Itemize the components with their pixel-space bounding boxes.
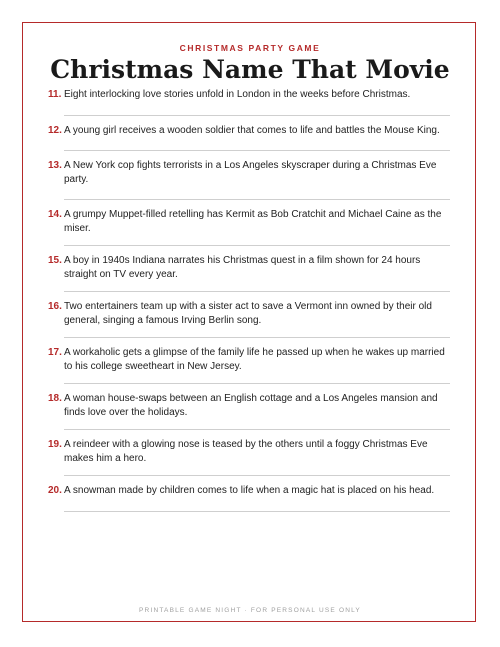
question-clue: A boy in 1940s Indiana narrates his Christmas quest in a film shown for 24 hours straight on TV every year.: [64, 255, 421, 280]
question-number: 14.: [48, 209, 62, 220]
question-item: [48, 392, 450, 430]
answer-line: [64, 511, 450, 512]
question-number: 16.: [48, 301, 62, 312]
answer-line: [64, 115, 450, 116]
answer-line: [64, 150, 450, 151]
question-text: [48, 124, 450, 138]
question-item: [48, 159, 450, 200]
question-text: [48, 208, 450, 235]
answer-line: [64, 475, 450, 476]
question-clue: A snowman made by children comes to life when a magic hat is placed on his head.: [64, 485, 435, 496]
answer-line: [64, 429, 450, 430]
question-item: [48, 88, 450, 116]
question-clue: A New York cop fights terrorists in a Los Angeles skyscraper during a Christmas Eve party.: [64, 160, 437, 185]
question-number: 18.: [48, 393, 62, 404]
question-clue: A workaholic gets a glimpse of the family life he passed up when he wakes up married to his college sweetheart in New Jersey.: [64, 347, 445, 372]
question-number: 15.: [48, 255, 62, 266]
question-item: [48, 346, 450, 384]
question-clue: A woman house-swaps between an English cottage and a Los Angeles mansion and finds love over the holidays.: [64, 393, 438, 418]
question-item: [48, 438, 450, 476]
question-text: [48, 438, 450, 465]
answer-line: [64, 337, 450, 338]
eyebrow-label: CHRISTMAS PARTY GAME: [179, 43, 321, 53]
question-number: 13.: [48, 160, 62, 171]
question-clue: Eight interlocking love stories unfold in London in the weeks before Christmas.: [64, 89, 411, 100]
answer-line: [64, 383, 450, 384]
question-text: [48, 159, 450, 186]
question-item: [48, 484, 450, 512]
question-clue: Two entertainers team up with a sister act to save a Vermont inn owned by their old general, singing a famous Irving Berlin song.: [64, 301, 432, 326]
question-text: [48, 300, 450, 327]
question-item: [48, 208, 450, 246]
question-number: 12.: [48, 124, 62, 136]
question-number: 20.: [48, 485, 62, 496]
page-title: Christmas Name That Movie: [50, 55, 450, 84]
question-clue: A grumpy Muppet-filled retelling has Kermit as Bob Cratchit and Michael Caine as the miser.: [64, 209, 442, 234]
question-list: [48, 88, 450, 512]
footer-note: PRINTABLE GAME NIGHT · FOR PERSONAL USE ONLY: [139, 607, 361, 614]
question-text: [48, 254, 450, 281]
question-clue: A reindeer with a glowing nose is teased by the others until a foggy Christmas Eve makes him a hero.: [64, 439, 428, 464]
question-text: [48, 346, 450, 373]
answer-line: [64, 199, 450, 200]
question-item: [48, 300, 450, 338]
question-number: 19.: [48, 439, 62, 450]
question-clue: A young girl receives a wooden soldier that comes to life and battles the Mouse King.: [64, 124, 440, 136]
question-item: [48, 124, 450, 152]
question-text: [48, 392, 450, 419]
question-item: [48, 254, 450, 292]
answer-line: [64, 245, 450, 246]
question-text: [48, 88, 450, 102]
question-number: 11.: [48, 89, 62, 100]
question-number: 17.: [48, 347, 62, 358]
question-text: [48, 484, 450, 498]
answer-line: [64, 291, 450, 292]
